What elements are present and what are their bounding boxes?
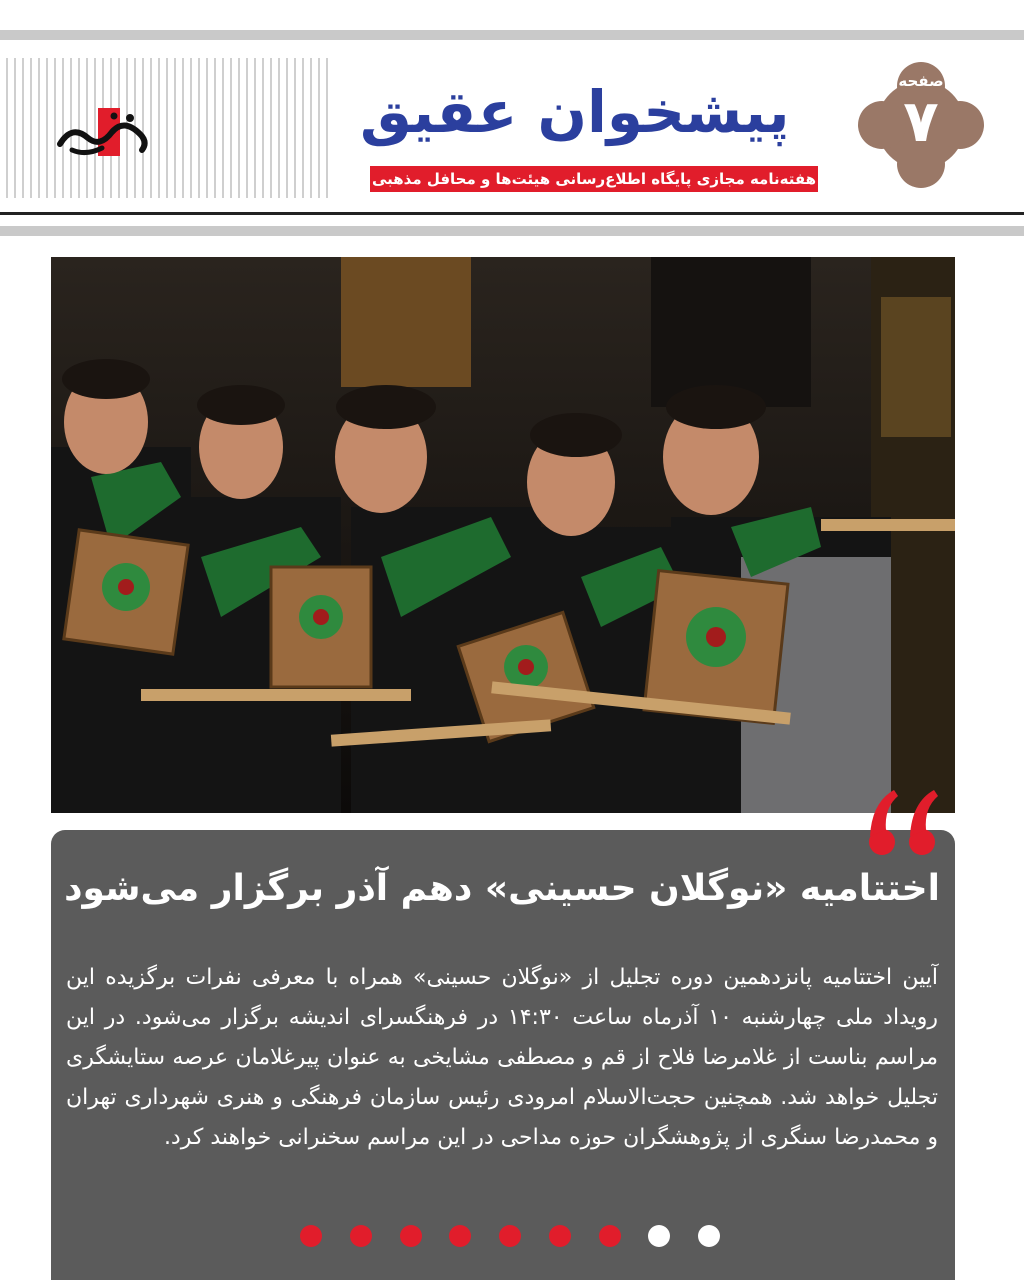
header-stripes (0, 58, 328, 198)
masthead (360, 62, 830, 162)
header-bottom-rule-2 (0, 226, 1024, 236)
pagination-dot[interactable] (400, 1225, 422, 1247)
aghigh-small-logo (52, 104, 152, 160)
top-rule-1 (0, 30, 1024, 40)
article-headline: اختتامیه «نوگلان حسینی» دهم آذر برگزار می‌شود (64, 868, 940, 909)
masthead-title: پیشخوان عقیق (360, 78, 790, 146)
pagination-dot[interactable] (698, 1225, 720, 1247)
article-body: آیین اختتامیه پانزدهمین دوره تجلیل از «نوگلان حسینی» همراه با معرفی نفرات برگزیده این رویداد ملی چهارشنبه ۱۰ آذرماه ساعت ۱۴:۳۰ در فرهنگسرای اندیشه برگزار می‌شود. در این مراسم بناست از غلامرضا فلاح از قم و مصطفی مشایخی به عنوان پیرغلامان عرصه ستایشگری تجلیل خواهد شد. همچنین حجت‌الاسلام امرودی رئیس سازمان فرهنگی و هنری شهرداری تهران و محمدرضا سنگری از پژوهشگران حوزه مداحی در این مراسم سخنرانی خواهند کرد. (66, 965, 938, 1150)
article-photo (51, 257, 955, 813)
pagination-dot[interactable] (449, 1225, 471, 1247)
pagination-dots[interactable] (300, 1222, 720, 1250)
pagination-dot[interactable] (350, 1225, 372, 1247)
pagination-dot[interactable] (300, 1225, 322, 1247)
masthead-tagline: هفته‌نامه مجازی پایگاه اطلاع‌رسانی هیئت‌ها و محافل مذهبی (370, 166, 818, 192)
page-label: صفحه (898, 72, 944, 90)
pagination-dot[interactable] (648, 1225, 670, 1247)
pagination-dot[interactable] (599, 1225, 621, 1247)
quote-mark-icon (864, 784, 944, 860)
photo-illustration (51, 257, 955, 813)
header-bottom-rule (0, 212, 1024, 215)
pagination-dot[interactable] (549, 1225, 571, 1247)
pagination-dot[interactable] (499, 1225, 521, 1247)
page-number: ۷ (903, 87, 939, 155)
